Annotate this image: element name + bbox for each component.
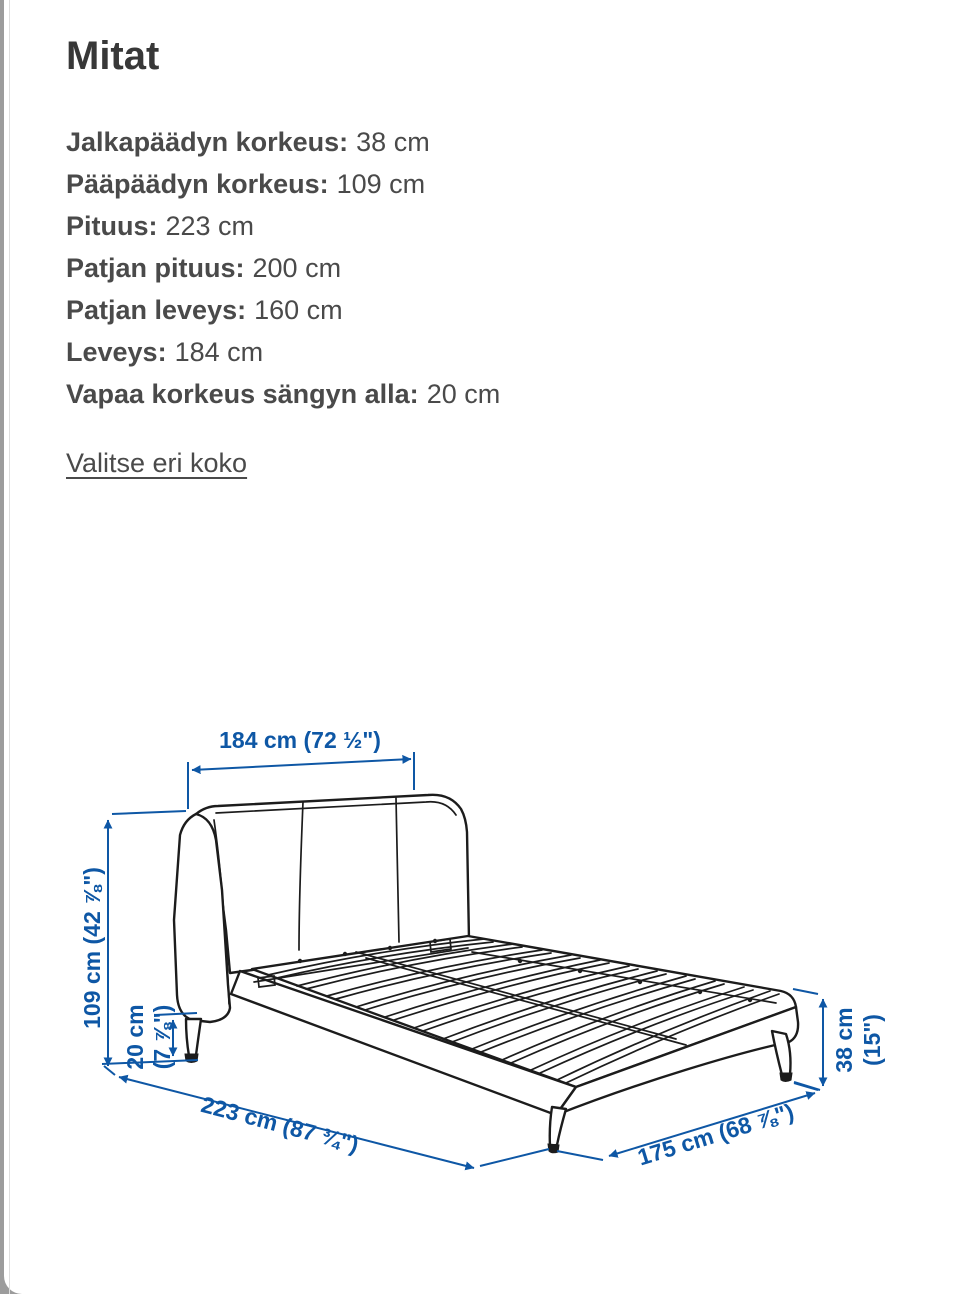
measurement-row bbox=[66, 163, 500, 205]
measurement-label: Pääpäädyn korkeus: bbox=[66, 169, 329, 199]
bed-dimension-diagram bbox=[0, 690, 960, 1294]
extension-line bbox=[112, 811, 186, 814]
measurement-row bbox=[66, 331, 500, 373]
measurement-label: Pituus: bbox=[66, 211, 158, 241]
dim-label-length: 223 cm (87 ¾") bbox=[198, 1091, 362, 1158]
measurement-label: Jalkapäädyn korkeus: bbox=[66, 127, 349, 157]
measurement-value: 223 cm bbox=[165, 211, 255, 241]
page-title: Mitat bbox=[66, 34, 160, 78]
bed-drawing bbox=[174, 795, 798, 1153]
choose-different-size-link[interactable]: Valitse eri koko bbox=[66, 448, 248, 478]
dim-label-footprint: 175 cm (68 ⅞") bbox=[634, 1098, 797, 1171]
measurement-row bbox=[66, 247, 500, 289]
measurement-row bbox=[66, 289, 500, 331]
measurement-value: 160 cm bbox=[254, 295, 343, 325]
bed-leg bbox=[772, 1031, 791, 1075]
bed-leg bbox=[186, 1019, 201, 1056]
measurement-list bbox=[66, 121, 500, 415]
dim-label-headboard-height: 109 cm (42 ⅞") bbox=[79, 867, 105, 1029]
measurement-value: 38 cm bbox=[356, 127, 430, 157]
measurement-row bbox=[66, 205, 500, 247]
bed-leg bbox=[550, 1107, 566, 1146]
measurement-row bbox=[66, 121, 500, 163]
bed-leg-foot bbox=[780, 1073, 792, 1082]
dim-label-foot-height-2: (15") bbox=[859, 1014, 885, 1066]
dim-label-clearance-1: 20 cm bbox=[122, 1004, 148, 1070]
dim-label-clearance-2: (7 ⅞") bbox=[149, 1004, 175, 1070]
measurement-label: Patjan leveys: bbox=[66, 295, 247, 325]
measurement-value: 200 cm bbox=[252, 253, 342, 283]
dimension-arrow-width bbox=[192, 759, 411, 770]
extension-line bbox=[793, 989, 818, 1090]
dim-label-width: 184 cm (72 ½") bbox=[219, 727, 381, 753]
dim-label-foot-height-1: 38 cm bbox=[831, 1007, 857, 1073]
measurement-label: Vapaa korkeus sängyn alla: bbox=[66, 379, 419, 409]
measurement-label: Patjan pituus: bbox=[66, 253, 245, 283]
measurement-value: 20 cm bbox=[426, 379, 501, 409]
measurement-label: Leveys: bbox=[66, 337, 167, 367]
measurement-row bbox=[66, 373, 500, 415]
measurement-value: 184 cm bbox=[174, 337, 264, 367]
measurement-value: 109 cm bbox=[336, 169, 426, 199]
